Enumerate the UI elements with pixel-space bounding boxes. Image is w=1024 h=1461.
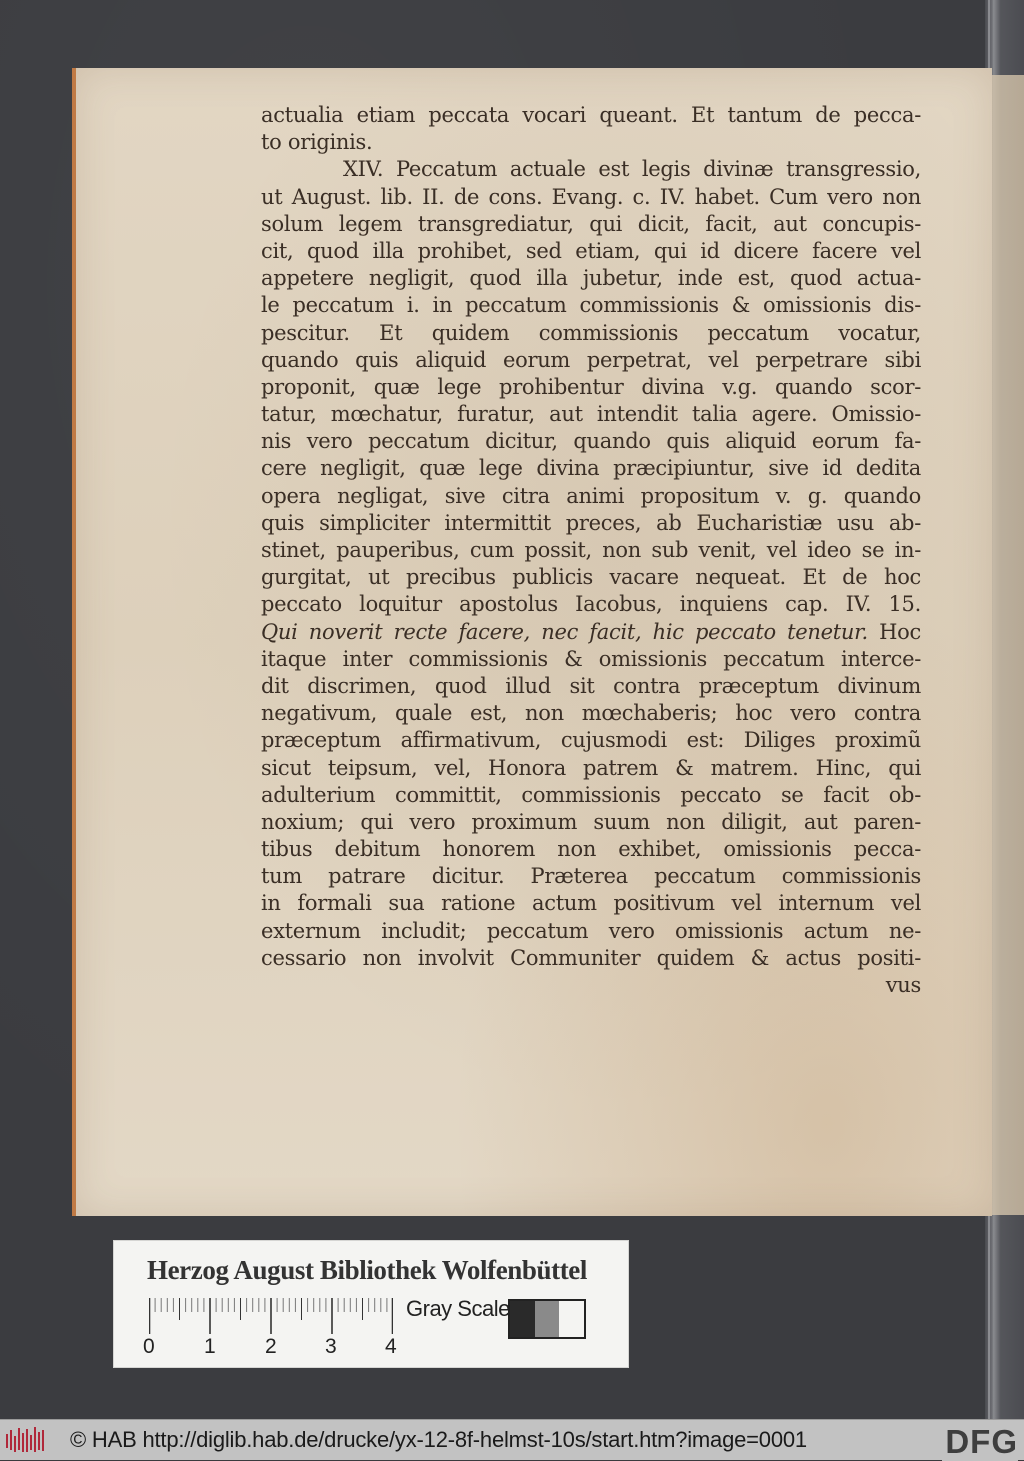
text-line: itaque inter commissionis & omissionis peccatum interce- xyxy=(261,646,921,671)
text-line: opera negligat, sive citra animi propositum v. g. quando xyxy=(261,483,921,508)
footer-bar xyxy=(0,1419,1024,1460)
text-line: ut August. lib. II. de cons. Evang. c. IV. habet. Cum vero non xyxy=(261,184,921,209)
swatch-mid xyxy=(535,1301,560,1337)
ruler-label-2: 2 xyxy=(265,1335,277,1358)
text-line: noxium; qui vero proximum suum non diligit, aut paren- xyxy=(261,809,921,834)
text-line: cere negligit, quæ lege divina præcipiuntur, sive id dedita xyxy=(261,456,921,481)
text-line: quando quis aliquid eorum perpetrat, vel perpetrare sibi xyxy=(261,347,921,372)
hab-logo-icon xyxy=(5,1426,47,1454)
ruler-icon xyxy=(149,1298,393,1334)
page-text-block xyxy=(261,102,921,999)
ruler-label-4: 4 xyxy=(385,1335,397,1358)
text-line: actualia etiam peccata vocari queant. Et tantum de pecca- xyxy=(261,103,921,127)
section-heading-line: XIV. Peccatum actuale est legis divinæ transgressio, xyxy=(343,157,921,182)
text-line: proponit, quæ lege prohibentur divina v.g. quando scor- xyxy=(261,374,921,399)
text-line-with-quotation xyxy=(261,619,921,646)
text-line: solum legem transgrediatur, qui dicit, facit, aut concupis- xyxy=(261,211,921,236)
text-line: to originis. xyxy=(261,130,373,155)
text-line: cit, quod illa prohibet, sed etiam, qui id dicere facere vel xyxy=(261,238,921,263)
text-line: nis vero peccatum dicitur, quando quis aliquid eorum fa- xyxy=(261,429,921,454)
swatch-light xyxy=(559,1301,584,1337)
library-scale-card xyxy=(113,1240,629,1368)
text-line: tibus debitum honorem non exhibet, omissionis pecca- xyxy=(261,837,921,862)
text-line: adulterium committit, commissionis peccato se facit ob- xyxy=(261,782,921,807)
ruler-label-3: 3 xyxy=(325,1335,337,1358)
text-line: tum patrare dicitur. Præterea peccatum commissionis xyxy=(261,864,921,889)
grayscale-swatch xyxy=(508,1299,586,1339)
library-name: Herzog August Bibliothek Wolfenbüttel xyxy=(147,1255,587,1285)
text-line: appetere negligit, quod illa jubetur, inde est, quod actua- xyxy=(261,266,921,291)
text-line: dit discrimen, quod illud sit contra præceptum divinum xyxy=(261,673,921,698)
text-line: præceptum affirmativum, cujusmodi est: Diliges proximũ xyxy=(261,728,921,753)
swatch-dark xyxy=(510,1301,535,1337)
text-line: tatur, mœchatur, furatur, aut intendit talia agere. Omissio- xyxy=(261,402,921,427)
page-overhang xyxy=(990,75,1024,1215)
text-line: negativum, quale est, non mœchaberis; hoc vero contra xyxy=(261,701,921,726)
grayscale-label: Gray Scale xyxy=(406,1296,510,1321)
italic-quotation: Qui noverit recte facere, nec facit, hic peccato tenetur. xyxy=(261,619,868,644)
text-line: quis simpliciter intermittit preces, ab Eucharistiæ usu ab- xyxy=(261,510,921,535)
text-line: le peccatum i. in peccatum commissionis & omissionis dis- xyxy=(261,293,921,318)
text-line: pescitur. Et quidem commissionis peccatum vocatur, xyxy=(261,320,921,345)
text-line: stinet, pauperibus, cum possit, non sub venit, vel ideo se in- xyxy=(261,538,921,562)
text-line: gurgitat, ut precibus publicis vacare nequeat. Et de hoc xyxy=(261,565,921,590)
text-line: in formali sua ratione actum positivum vel internum vel xyxy=(261,891,921,916)
dfg-logo: DFG xyxy=(942,1423,1018,1461)
text-line: externum includit; peccatum vero omissionis actum ne- xyxy=(261,918,921,943)
ruler-label-0: 0 xyxy=(143,1335,155,1358)
text-line: cessario non involvit Communiter quidem & actus positi- xyxy=(261,945,921,970)
catchword: vus xyxy=(885,973,921,997)
ruler-label-1: 1 xyxy=(204,1335,216,1358)
text-fragment: Hoc xyxy=(867,619,921,644)
text-line: peccato loquitur apostolus Iacobus, inquiens cap. IV. 15. xyxy=(261,592,921,617)
copyright-url: © HAB http://diglib.hab.de/drucke/yx-12-8f-helmst-10s/start.htm?image=0001 xyxy=(70,1427,807,1452)
book-page xyxy=(72,68,992,1216)
text-line: sicut teipsum, vel, Honora patrem & matrem. Hinc, qui xyxy=(261,755,921,780)
